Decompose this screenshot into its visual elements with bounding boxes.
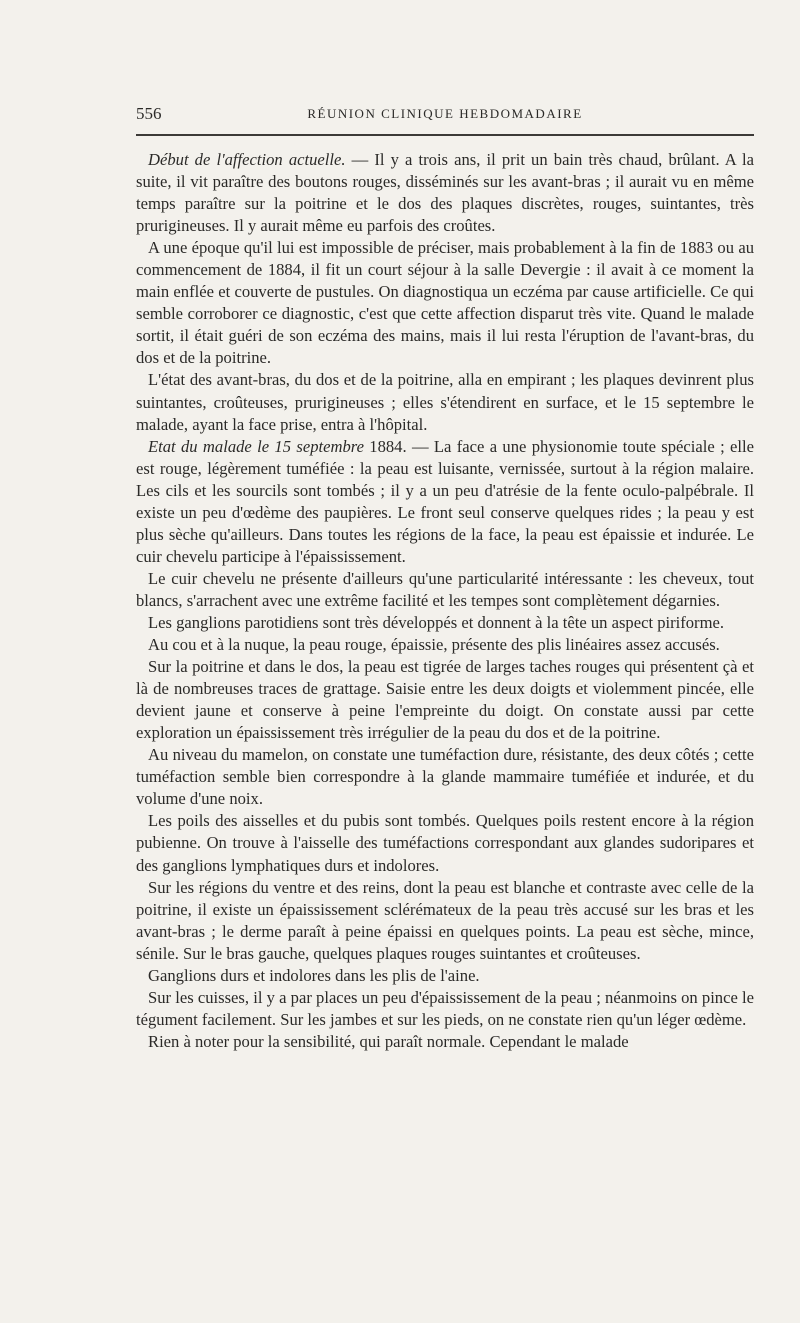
- paragraph: [136, 965, 754, 987]
- paragraph-lead: Etat du malade le 15 septembre: [148, 436, 364, 456]
- paragraph-text: Sur la poitrine et dans le dos, la peau est tigrée de larges taches rouges qui présentent çà et là de nombreuses traces de grattage. Saisie entre les deux doigts et violemment pincée, elle devient jaune et conserve à peine l'empreinte du doigt. On constate aussi par cette exploration un épaississement très irrégulier de la peau du dos et de la poitrine.: [136, 657, 754, 743]
- paragraph-text: — Il y a trois ans, il prit un bain très chaud, brûlant. A la suite, il vit paraître des boutons rouges, disséminés sur les avant-bras ; il aurait vu en même temps paraître sur la poitrine et le dos des plaques discrètes, rouges, suintantes, très prurigineuses. Il y aurait même eu parfois des croûtes.: [136, 150, 754, 236]
- paragraph: [136, 634, 754, 656]
- paragraph: [136, 1031, 754, 1053]
- paragraph: [136, 237, 754, 369]
- paragraph-text: Ganglions durs et indolores dans les plis de l'aine.: [148, 965, 480, 985]
- paragraph-text: Sur les cuisses, il y a par places un peu d'épaississement de la peau ; néanmoins on pince le tégument facilement. Sur les jambes et sur les pieds, on ne constate rien qu'un léger œdème.: [136, 987, 754, 1029]
- paragraph: [136, 436, 754, 568]
- body-text: [136, 149, 754, 1053]
- paragraph: [136, 656, 754, 744]
- paragraph: [136, 612, 754, 634]
- paragraph-text: Rien à noter pour la sensibilité, qui paraît normale. Cependant le malade: [148, 1031, 629, 1051]
- paragraph-text: Les ganglions parotidiens sont très développés et donnent à la tête un aspect piriforme.: [148, 612, 725, 632]
- paragraph-text: Les poils des aisselles et du pubis sont tombés. Quelques poils restent encore à la région pubienne. On trouve à l'aisselle des tuméfactions correspondant aux glandes sudoripares et des ganglions lymphatiques durs et indolores.: [136, 811, 754, 875]
- page-header: [136, 104, 754, 128]
- paragraph: [136, 149, 754, 237]
- paragraph: [136, 810, 754, 876]
- header-rule: [136, 134, 754, 136]
- paragraph-text: Au cou et à la nuque, la peau rouge, épaissie, présente des plis linéaires assez accusés.: [148, 635, 720, 655]
- running-title: RÉUNION CLINIQUE HEBDOMADAIRE: [307, 106, 583, 121]
- paragraph: [136, 744, 754, 810]
- paragraph-text: A une époque qu'il lui est impossible de préciser, mais probablement à la fin de 1883 ou au commencement de 1884, il fit un court séjour à la salle Devergie : il avait à ce moment la main enflée et couverte de pustules. On diagnostiqua un eczéma par cause artificielle. Ce qui semble corroborer ce diagnostic, c'est que cette affection disparut très vite. Quand le malade sortit, il était guéri de son eczéma des mains, mais il lui resta l'éruption de l'avant-bras, du dos et de la poitrine.: [136, 238, 754, 368]
- page-number: 556: [136, 104, 162, 123]
- paragraph-text: L'état des avant-bras, du dos et de la poitrine, alla en empirant ; les plaques devinrent plus suintantes, croûteuses, prurigineuses ; elles s'étendirent en surface, et le 15 septembre le malade, ayant la face prise, entra à l'hôpital.: [136, 370, 754, 434]
- paragraph: [136, 568, 754, 612]
- paragraph-text: Sur les régions du ventre et des reins, dont la peau est blanche et contraste avec celle de la poitrine, il existe un épaississement sclérémateux de la peau très accusé sur les bras et les avant-bras ; le derme paraît à peine épaissi en quelques points. La peau est sèche, mince, sénile. Sur le bras gauche, quelques plaques rouges suintantes et croûteuses.: [136, 877, 754, 963]
- paragraph: [136, 877, 754, 965]
- paragraph-text: 1884. — La face a une physionomie toute spéciale ; elle est rouge, légèrement tuméfiée : la peau est luisante, vernissée, surtout à la région malaire. Les cils et les sourcils sont tombés ; il y a un peu d'atrésie de la fente oculo-palpébrale. Il existe un peu d'œdème des paupières. Le front seul conserve quelques rides ; la peau y est plus sèche qu'ailleurs. Dans toutes les régions de la face, la peau est épaissie et indurée. Le cuir chevelu participe à l'épaississement.: [136, 436, 754, 566]
- paragraph: [136, 369, 754, 435]
- paragraph: [136, 987, 754, 1031]
- paragraph-text: Au niveau du mamelon, on constate une tuméfaction dure, résistante, des deux côtés ; cette tuméfaction semble bien correspondre à la glande mammaire tuméfiée et indurée, et du volume d'une noix.: [136, 745, 754, 809]
- paragraph-lead: Début de l'affection actuelle.: [148, 150, 346, 169]
- paragraph-text: Le cuir chevelu ne présente d'ailleurs qu'une particularité intéressante : les cheveux, tout blancs, s'arrachent avec une extrême facilité et les tempes sont complètement dégarnies.: [136, 568, 754, 610]
